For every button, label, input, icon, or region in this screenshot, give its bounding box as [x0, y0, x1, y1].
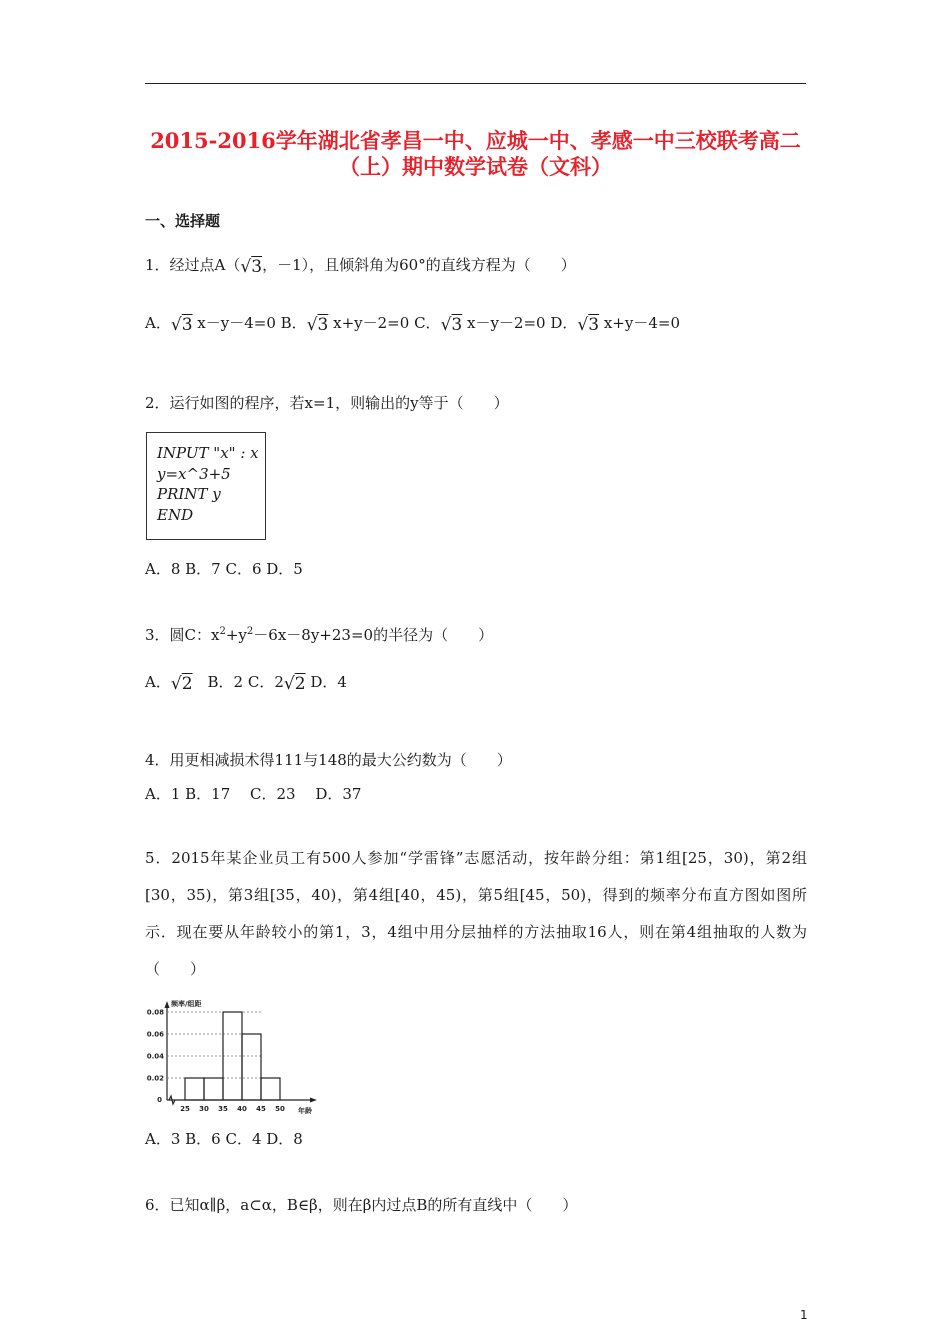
- question-3-options: [145, 671, 347, 695]
- x-tick-label: 40: [237, 1105, 247, 1113]
- y-tick-label: 0.04: [146, 1052, 164, 1061]
- q3-option-a-label: A．: [145, 673, 171, 691]
- histogram-bar: [261, 1078, 280, 1100]
- x-tick-label: 45: [256, 1105, 266, 1113]
- q1-option-a-text: x－y－4=0: [192, 314, 276, 332]
- x-axis-arrow: [310, 1098, 317, 1103]
- q1-option-c-text: x－y－2=0: [462, 314, 546, 332]
- q1-option-a-label: A．: [145, 314, 171, 332]
- question-6: 6．已知α∥β，a⊂α，B∈β，则在β内过点B的所有直线中（ ）: [145, 1196, 578, 1214]
- q3-exponent: 2: [219, 626, 226, 637]
- y-axis-label: 频率/组距: [171, 1000, 202, 1008]
- x-tick-label: 35: [218, 1105, 228, 1113]
- q3-option-bc-text: B．2 C．2: [192, 673, 284, 691]
- q1-option-b-text: x+y－2=0: [328, 314, 410, 332]
- histogram-bar: [242, 1034, 261, 1100]
- q3-exponent: 2: [246, 626, 254, 637]
- q1-option-d-label: D．: [550, 314, 578, 332]
- question-5: 5．2015年某企业员工有500人参加“学雷锋”志愿活动，按年龄分组：第1组[25，30)，第2组[30，35)，第3组[35，40)，第4组[40，45)，第5组[45，50)，得到的频率分布直方图如图所示．现在要从年龄较小的第1，3，4组中用分层抽样的方法抽取16人，则在第4组抽取的人数为（ ）: [145, 849, 807, 978]
- question-3: [145, 624, 493, 646]
- q1-option-b-label: B．: [280, 314, 307, 332]
- question-5-options: A．3 B．6 C．4 D．8: [145, 1130, 303, 1148]
- program-line: END: [157, 505, 194, 524]
- q1-post: ，－1），且倾斜角为60°的直线方程为（ ）: [262, 256, 576, 274]
- program-line: INPUT "x" : x: [157, 444, 259, 462]
- sqrt-symbol: √3: [170, 315, 193, 335]
- x-tick-label: 50: [275, 1105, 285, 1113]
- question-4-options: A．1 B．17 C．23 D．37: [145, 785, 362, 803]
- sqrt-symbol: √2: [170, 674, 193, 694]
- frequency-histogram: [145, 997, 320, 1118]
- histogram-bar: [185, 1078, 204, 1100]
- page-number: 1: [800, 1308, 808, 1322]
- y-axis-arrow: [165, 1001, 170, 1008]
- q3-option-d-text: D．4: [305, 673, 347, 691]
- exam-title-line-1: 2015-2016学年湖北省孝昌一中、应城一中、孝感一中三校联考高二: [150, 128, 801, 153]
- q3-post: －6x－8y+23=0的半径为（ ）: [253, 626, 494, 644]
- question-2: 2．运行如图的程序，若x=1，则输出的y等于（ ）: [145, 394, 509, 412]
- y-tick-label: 0.02: [146, 1074, 164, 1083]
- program-line: y=x^3+5: [157, 464, 231, 483]
- q1-option-c-label: C．: [414, 314, 441, 332]
- q1-pre: 1．经过点A（: [145, 256, 241, 274]
- x-tick-label: 30: [199, 1105, 209, 1113]
- sqrt-symbol: √3: [440, 315, 463, 335]
- x-tick-label: 25: [180, 1105, 190, 1113]
- question-1: [145, 254, 576, 278]
- exam-title-line-2: （上）期中数学试卷（文科）: [339, 154, 612, 179]
- program-line: PRINT y: [157, 485, 221, 503]
- top-rule: [145, 83, 806, 84]
- q3-mid: +y: [225, 626, 247, 644]
- program-code-box: [146, 432, 266, 540]
- q3-pre: 3．圆C：x: [145, 626, 220, 644]
- histogram-bar: [204, 1078, 223, 1100]
- section-heading: 一、选择题: [145, 212, 221, 230]
- sqrt-symbol: √2: [283, 674, 306, 694]
- question-2-options: A．8 B．7 C．6 D．5: [145, 560, 303, 578]
- y-tick-label: 0.06: [146, 1030, 164, 1039]
- y-tick-label: 0: [157, 1096, 162, 1104]
- question-4: 4．用更相减损术得111与148的最大公约数为（ ）: [145, 751, 512, 769]
- sqrt-symbol: √3: [306, 315, 329, 335]
- sqrt-symbol: √3: [577, 315, 600, 335]
- x-axis-label: 年龄: [298, 1107, 312, 1115]
- sqrt-symbol: √3: [240, 257, 263, 277]
- y-tick-label: 0.08: [146, 1008, 164, 1017]
- q1-option-d-text: x+y－4=0: [599, 314, 681, 332]
- question-1-options: [145, 312, 680, 336]
